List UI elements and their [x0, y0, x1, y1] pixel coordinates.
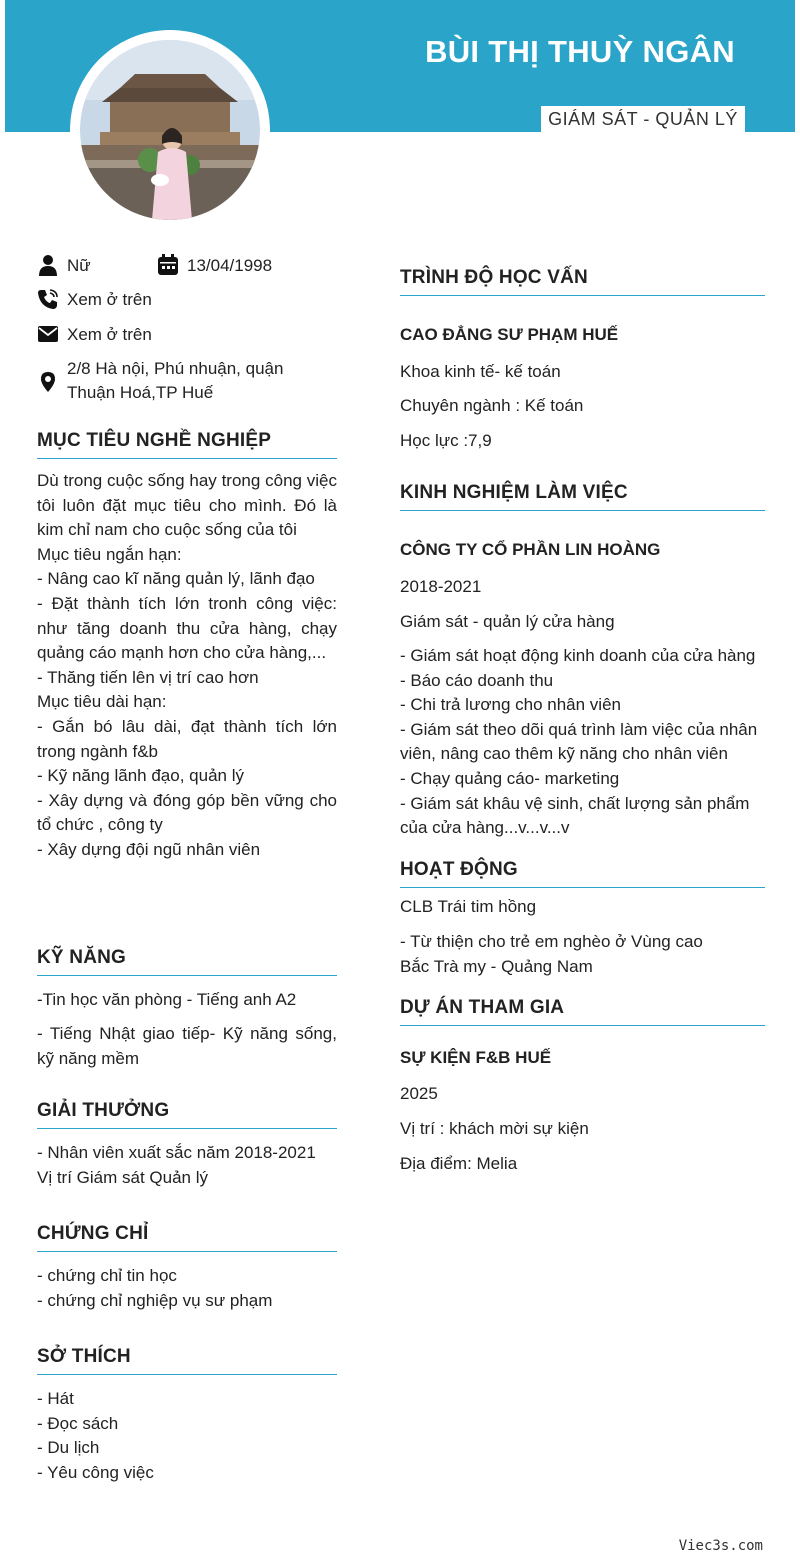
activities-heading: HOẠT ĐỘNG: [400, 859, 765, 888]
certificates-body: [37, 1264, 337, 1313]
email-icon: [37, 323, 59, 345]
birthdate-value: 13/04/1998: [187, 256, 273, 275]
education-heading: TRÌNH ĐỘ HỌC VẤN: [400, 267, 765, 296]
duty-item: - Chạy quảng cáo- marketing: [400, 768, 620, 788]
objective-long-item: - Gắn bó lâu dài, đạt thành tích lớn trong ngành f&b: [37, 716, 337, 761]
phone-row: [37, 288, 152, 312]
award-item: - Nhân viên xuất sắc năm 2018-2021: [37, 1143, 316, 1162]
project-venue: Địa điểm: Melia: [400, 1154, 518, 1173]
objective-long-item: - Xây dựng và đóng góp bền vững cho tổ chức , công ty: [37, 790, 337, 835]
gender-row: [37, 254, 91, 278]
birthdate-row: [157, 254, 272, 278]
objective-heading: MỤC TIÊU NGHỀ NGHIỆP: [37, 430, 337, 459]
objective-long-item: - Kỹ năng lãnh đạo, quản lý: [37, 766, 244, 786]
job-title: GIÁM SÁT - QUẢN LÝ: [541, 106, 745, 132]
education-major: Chuyên ngành : Kế toán: [400, 396, 584, 415]
objective-short-item: - Thăng tiến lên vị trí cao hơn: [37, 667, 259, 687]
duty-item: - Giám sát theo dõi quá trình làm việc của nhân viên, nâng cao thêm kỹ năng cho nhân viên: [400, 719, 758, 764]
objective-long-item: - Xây dựng đội ngũ nhân viên: [37, 839, 261, 859]
skills-heading: KỸ NĂNG: [37, 947, 337, 976]
certificates-heading: CHỨNG CHỈ: [37, 1223, 337, 1252]
activity-line: - Từ thiện cho trẻ em nghèo ở Vùng cao: [400, 932, 703, 951]
certificate-item: - chứng chỉ nghiệp vụ sư phạm: [37, 1290, 273, 1310]
hobby-item: - Hát: [37, 1389, 74, 1408]
address-line-2: Thuận Hoá,TP Huế: [67, 383, 214, 402]
awards-heading: GIẢI THƯỞNG: [37, 1100, 337, 1129]
award-item: Vị trí Giám sát Quản lý: [37, 1167, 208, 1187]
experience-heading: KINH NGHIỆM LÀM VIỆC: [400, 482, 765, 511]
location-pin-icon: [37, 371, 59, 393]
projects-heading: DỰ ÁN THAM GIA: [400, 997, 765, 1026]
objective-body: [37, 469, 337, 863]
project-year: 2025: [400, 1084, 438, 1103]
email-row: [37, 323, 152, 347]
hobby-item: - Đọc sách: [37, 1413, 119, 1433]
experience-position: Giám sát - quản lý cửa hàng: [400, 612, 615, 631]
gender-value: Nữ: [67, 256, 91, 275]
duty-item: - Giám sát khâu vệ sinh, chất lượng sản phẩm của cửa hàng...v...v...v: [400, 793, 750, 838]
objective-long-label: Mục tiêu dài hạn:: [37, 692, 167, 712]
activities-club: CLB Trái tim hồng: [400, 897, 537, 916]
activity-line: Bắc Trà my - Quảng Nam: [400, 956, 593, 976]
skill-item: - Tiếng Nhật giao tiếp- Kỹ năng sống, kỹ năng mềm: [37, 1024, 337, 1068]
duty-item: - Báo cáo doanh thu: [400, 670, 554, 690]
address-row: [37, 357, 283, 405]
skill-item: -Tin học văn phòng - Tiếng anh A2: [37, 990, 297, 1009]
experience-period: 2018-2021: [400, 577, 482, 596]
email-value: Xem ở trên: [67, 325, 152, 344]
calendar-icon: [157, 254, 179, 276]
avatar: [70, 30, 270, 230]
hobby-item: - Yêu công việc: [37, 1462, 154, 1482]
duty-item: - Giám sát hoạt động kinh doanh của cửa hàng: [400, 646, 756, 665]
objective-short-label: Mục tiêu ngắn hạn:: [37, 544, 182, 564]
watermark: Viec3s.com: [678, 1538, 763, 1554]
hobby-item: - Du lịch: [37, 1438, 100, 1458]
person-icon: [37, 254, 59, 276]
address-value: [67, 357, 283, 405]
candidate-name: BÙI THỊ THUỲ NGÂN: [425, 34, 735, 69]
experience-duties: [400, 644, 765, 841]
project-role: Vị trí : khách mời sự kiện: [400, 1119, 589, 1138]
certificate-item: - chứng chỉ tin học: [37, 1266, 177, 1285]
phone-icon: [37, 288, 59, 310]
hobbies-heading: SỞ THÍCH: [37, 1346, 337, 1375]
objective-intro: Dù trong cuộc sống hay trong công việc tôi luôn đặt mục tiêu cho mình. Đó là kim chỉ nam cho cuộc sống của tôi: [37, 471, 337, 540]
objective-short-item: - Đặt thành tích lớn tronh công việc: như tăng doanh thu cửa hàng, chạy quảng cáo mạnh hơn cho cửa hàng,...: [37, 593, 337, 663]
education-school: CAO ĐẲNG SƯ PHẠM HUẾ: [400, 325, 619, 344]
avatar-photo: [80, 40, 260, 220]
experience-company: CÔNG TY CỔ PHẦN LIN HOÀNG: [400, 540, 661, 559]
education-faculty: Khoa kinh tế- kế toán: [400, 362, 561, 381]
address-line-1: 2/8 Hà nội, Phú nhuận, quận: [67, 359, 284, 378]
awards-body: [37, 1141, 337, 1190]
objective-short-item: - Nâng cao kĩ năng quản lý, lãnh đạo: [37, 569, 315, 589]
hobbies-body: [37, 1387, 337, 1485]
activities-detail: [400, 930, 765, 979]
phone-value: Xem ở trên: [67, 290, 152, 309]
education-gpa: Học lực :7,9: [400, 431, 492, 450]
project-name: SỰ KIỆN F&B HUẾ: [400, 1048, 552, 1067]
duty-item: - Chi trả lương cho nhân viên: [400, 695, 621, 715]
